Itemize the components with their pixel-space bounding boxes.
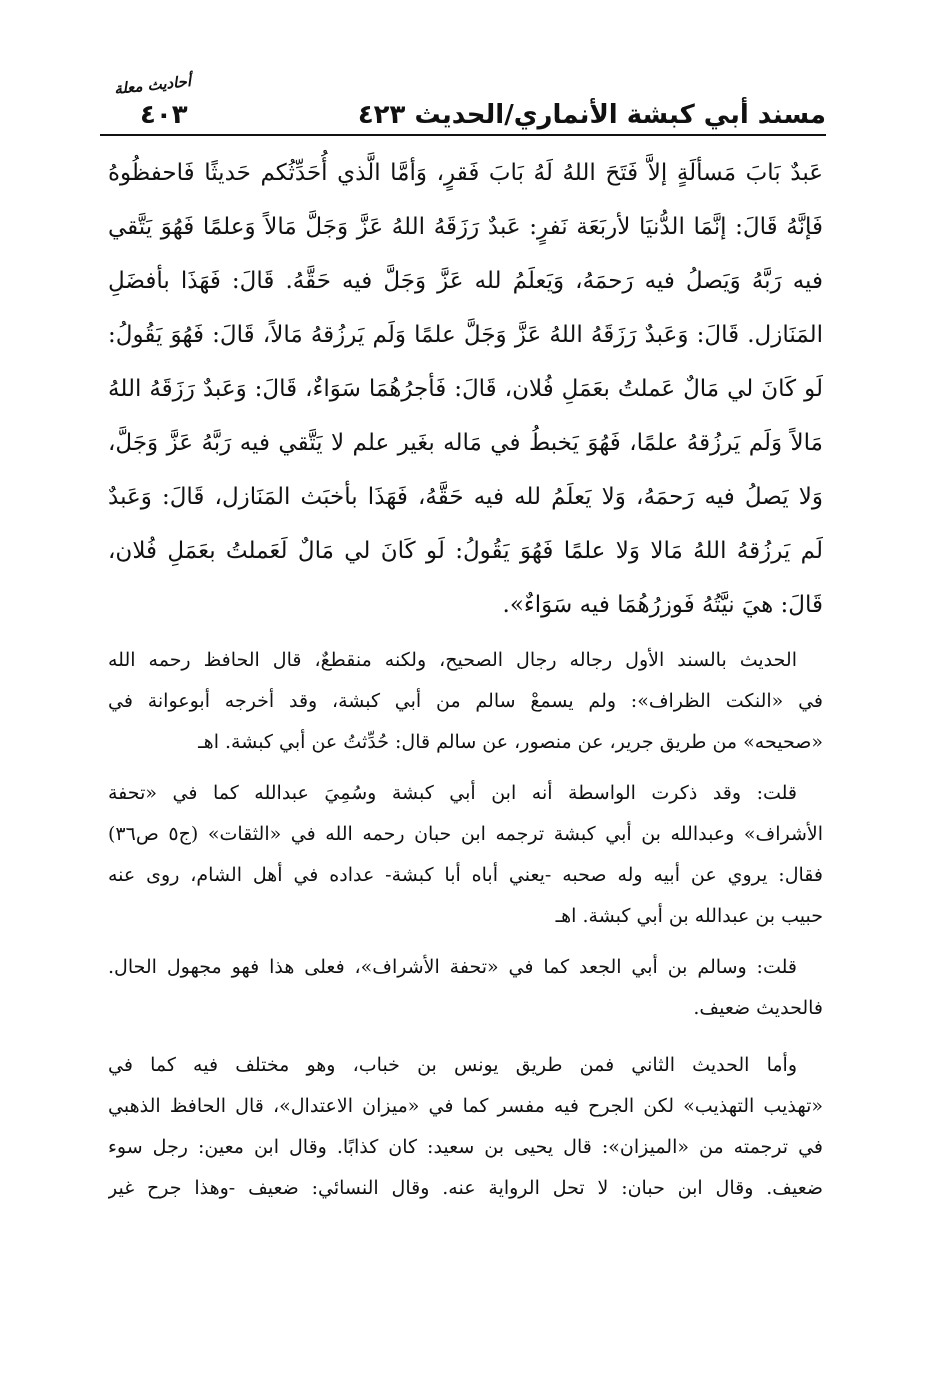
commentary	[108, 640, 823, 1209]
commentary-paragraph	[108, 1045, 823, 1209]
hadith-line: فيه رَبَّهُ وَيَصلُ فيه رَحمَهُ، وَيَعلَمُ لله عَزَّ وَجَلَّ فيه حَقَّهُ. قَالَ: فَهَذَا بأفضَلِ	[108, 268, 823, 294]
commentary-paragraph	[108, 640, 823, 763]
hadith-line: قَالَ: هيَ نيَّتُهُ فَوزرُهُمَا فيه سَوَاءٌ».	[502, 592, 823, 618]
page-header	[100, 72, 826, 136]
paragraph-line: قلت: وقد ذكرت الواسطة أنه ابن أبي كبشة وسُمِيَ عبدالله كما في «تحفة	[108, 782, 797, 804]
paragraph-line: في ترجمته من «الميزان»: قال يحيى بن سعيد: كان كذابًا. وقال ابن معين: رجل سوء	[108, 1136, 823, 1158]
paragraph-line: قلت: وسالم بن أبي الجعد كما في «تحفة الأشراف»، فعلى هذا فهو مجهول الحال.	[108, 956, 797, 978]
paragraph-line: فالحديث ضعيف.	[693, 997, 823, 1019]
paragraph-line: «صحيحه» من طريق جرير، عن منصور، عن سالم قال: حُدِّثتُ عن أبي كبشة. اهـ	[198, 731, 823, 753]
commentary-paragraph	[108, 947, 823, 1029]
hadith-text	[108, 146, 823, 632]
handwritten-margin-note: أحاديث معلة	[113, 72, 192, 98]
paragraph-line: وأما الحديث الثاني فمن طريق يونس بن خباب، وهو مختلف فيه كما في	[108, 1054, 797, 1076]
page-number: ٤٠٣	[140, 100, 188, 130]
paragraph-line: في «النكت الظراف»: ولم يسمعْ سالم من أبي كبشة، وقد أخرجه أبوعوانة في	[108, 690, 823, 712]
paragraph-line: حبيب بن عبدالله بن أبي كبشة. اهـ	[555, 905, 823, 927]
paragraph-line: فقال: يروي عن أبيه وله صحبه -يعني أباه أبا كبشة- عداده في أهل الشام، روى عنه	[108, 864, 823, 886]
hadith-line: المَنَازل. قَالَ: وَعَبدٌ رَزَقَهُ اللهُ عَزَّ وَجَلَّ علمًا وَلَم يَرزُقهُ مَالاً، قَالَ: فَهُوَ يَقُولُ:	[108, 322, 823, 348]
commentary-paragraph	[108, 773, 823, 937]
paragraph-line: الحديث بالسند الأول رجاله رجال الصحيح، ولكنه منقطعٌ، قال الحافظ رحمه الله	[108, 649, 797, 671]
paragraph-line: ضعيف. وقال ابن حبان: لا تحل الرواية عنه. وقال النسائي: ضعيف -وهذا جرح غير	[108, 1177, 823, 1199]
running-title: مسند أبي كبشة الأنماري/الحديث ٤٢٣	[357, 100, 826, 130]
hadith-line: لَم يَرزُقهُ اللهُ مَالا وَلا علمًا فَهُوَ يَقُولُ: لَو كَانَ لي مَالٌ لَعَملتُ بعَمَلِ فُلان،	[108, 538, 823, 564]
paragraph-line: «تهذيب التهذيب» لكن الجرح فيه مفسر كما في «ميزان الاعتدال»، قال الحافظ الذهبي	[108, 1095, 823, 1117]
paragraph-line: الأشراف» وعبدالله بن أبي كبشة ترجمه ابن حبان رحمه الله في «الثقات» (ج٥ ص٣٦)	[108, 823, 823, 845]
hadith-line: عَبدٌ بَابَ مَسألَةٍ إلاَّ فَتَحَ اللهُ لَهُ بَابَ فَقرٍ، وَأمَّا الَّذي أُحَدِّثُكم حَديثًا فَاحفظُوهُ	[108, 160, 823, 186]
header-divider	[100, 134, 826, 136]
hadith-line: فَإنَّهُ قَالَ: إنَّمَا الدُّنيَا لأربَعَة نَفرٍ: عَبدٌ رَزَقَهُ اللهُ عَزَّ وَجَلَّ مَالاً وَعلمًا فَهُوَ يَتَّقي	[108, 214, 823, 240]
hadith-line: وَلا يَصلُ فيه رَحمَهُ، وَلا يَعلَمُ لله فيه حَقَّهُ، فَهَذَا بأخبَث المَنَازل، قَالَ: وَعَبدٌ	[108, 484, 823, 510]
hadith-line: لَو كَانَ لي مَالٌ عَملتُ بعَمَلِ فُلان، قَالَ: فَأجرُهُمَا سَوَاءٌ، قَالَ: وَعَبدٌ رَزَقَهُ اللهُ	[108, 376, 823, 402]
hadith-line: مَالاً وَلَم يَرزُقهُ علمًا، فَهُوَ يَخبطُ في مَاله بغَير علم لا يَتَّقي فيه رَبَّهُ عَزَّ وَجَلَّ،	[108, 430, 823, 456]
